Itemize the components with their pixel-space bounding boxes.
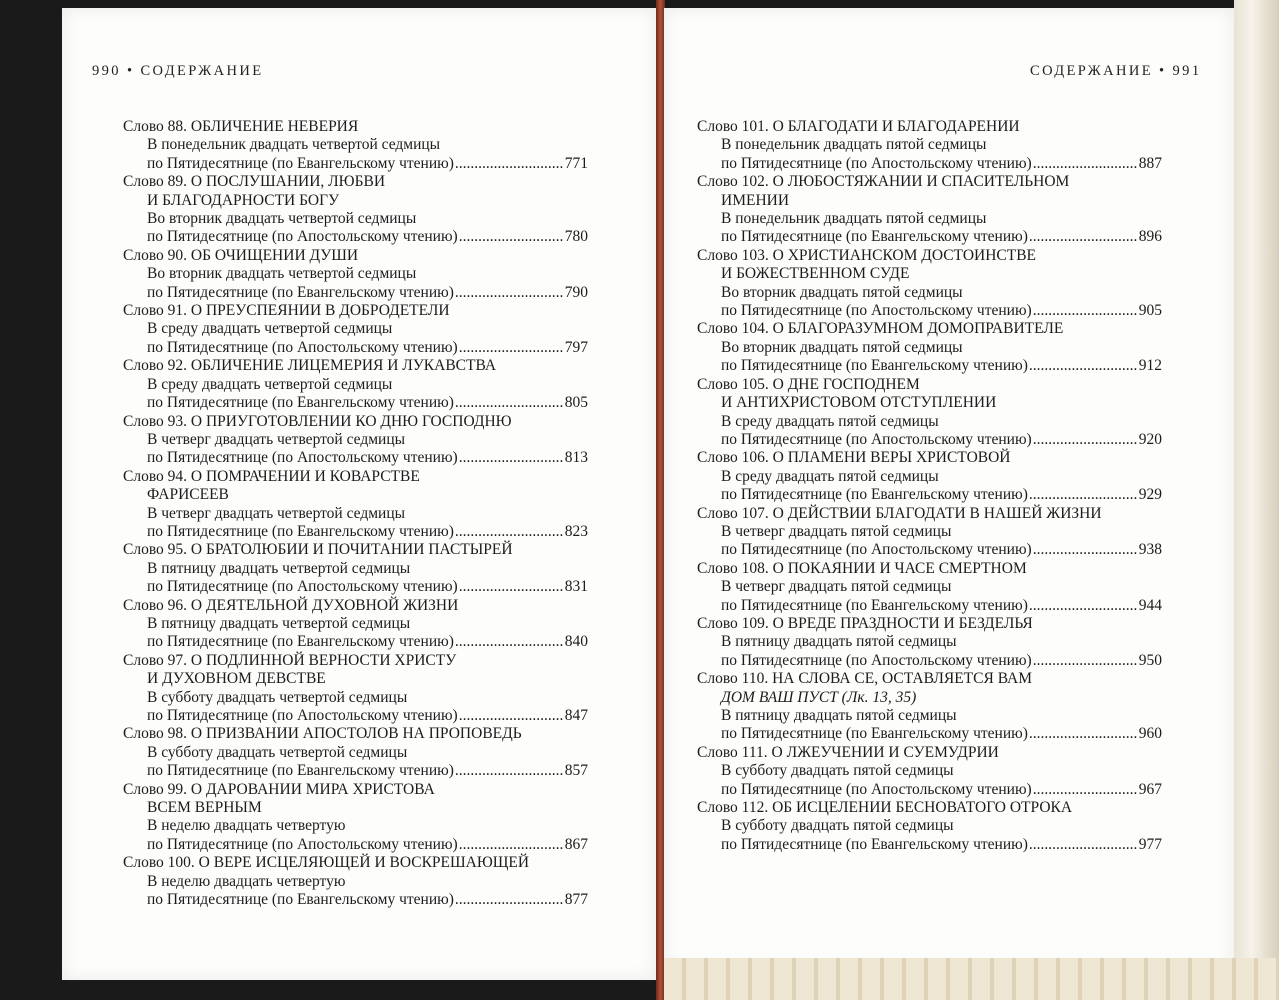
toc-entry-reading-day: В среду двадцать пятой седмицы	[721, 412, 939, 430]
toc-entry-reading-line	[123, 836, 588, 854]
toc-entry-reading-line	[123, 707, 588, 725]
toc-entry-page-number: 950	[1138, 651, 1162, 669]
toc-entry-reading-type: по Пятидесятнице (по Евангельскому чтению)	[147, 394, 454, 412]
toc-entry-title: Слово 88. ОБЛИЧЕНИЕ НЕВЕРИЯ	[123, 118, 359, 135]
toc-entry-page-number: 938	[1138, 541, 1162, 559]
toc-entry-title: Слово 106. О ПЛАМЕНИ ВЕРЫ ХРИСТОВОЙ	[697, 449, 1011, 467]
toc-entry-page-number: 896	[1138, 228, 1162, 246]
toc-entry-title: Слово 101. О БЛАГОДАТИ И БЛАГОДАРЕНИИ	[697, 118, 1020, 135]
toc-entry-reading-day: В субботу двадцать пятой седмицы	[721, 817, 954, 835]
dot-leader	[455, 155, 564, 173]
toc-entry-title: Слово 91. О ПРЕУСПЕЯНИИ В ДОБРОДЕТЕЛИ	[123, 302, 450, 320]
dot-leader	[459, 578, 564, 596]
toc-entry	[697, 560, 1162, 615]
toc-entry-page-number: 944	[1138, 596, 1162, 614]
toc-entry-reading-type: по Пятидесятнице (по Евангельскому чтению)	[147, 522, 454, 540]
toc-entry	[697, 744, 1162, 799]
toc-entry	[697, 320, 1162, 375]
toc-entry-reading-day: В понедельник двадцать пятой седмицы	[721, 210, 987, 228]
dot-leader	[455, 523, 564, 541]
dot-leader	[459, 228, 564, 246]
toc-entry-reading-line	[697, 597, 1162, 615]
toc-entry-title-continuation: И ДУХОВНОМ ДЕВСТВЕ	[147, 670, 326, 688]
toc-entry-title-continuation: ДОМ ВАШ ПУСТ (Лк. 13, 35)	[721, 688, 917, 706]
right-running-header: СОДЕРЖАНИЕ • 991	[1030, 63, 1202, 79]
toc-entry-reading-day: Во вторник двадцать пятой седмицы	[721, 338, 963, 356]
book-cover-edge	[1234, 0, 1279, 1000]
toc-entry-page-number: 771	[564, 154, 588, 172]
toc-entry-title: Слово 99. О ДАРОВАНИИ МИРА ХРИСТОВА	[123, 780, 435, 798]
toc-entry-title: Слово 92. ОБЛИЧЕНИЕ ЛИЦЕМЕРИЯ И ЛУКАВСТВА	[123, 357, 497, 375]
dot-leader	[1029, 228, 1138, 246]
toc-entry-page-number: 805	[564, 394, 588, 412]
toc-entry-page-number: 960	[1138, 725, 1162, 743]
toc-entry-reading-line	[697, 836, 1162, 854]
toc-entry-reading-type: по Пятидесятнице (по Евангельскому чтению)	[721, 596, 1028, 614]
toc-entry-reading-type: по Пятидесятнице (по Апостольскому чтению)	[721, 541, 1032, 559]
right-table-of-contents	[697, 118, 1162, 854]
book-cover-pattern	[664, 958, 1279, 1000]
toc-entry-page-number: 790	[564, 283, 588, 301]
toc-entry-reading-type: по Пятидесятнице (по Апостольскому чтению)	[147, 449, 458, 467]
dot-leader	[459, 449, 564, 467]
toc-entry	[697, 449, 1162, 504]
toc-entry	[123, 854, 588, 909]
toc-entry-reading-line	[697, 781, 1162, 799]
toc-entry-reading-line	[123, 449, 588, 467]
toc-entry-reading-day: В пятницу двадцать четвертой седмицы	[147, 559, 411, 577]
toc-entry-reading-type: по Пятидесятнице (по Апостольскому чтению)	[147, 835, 458, 853]
toc-entry-reading-type: по Пятидесятнице (по Евангельскому чтению)	[721, 835, 1028, 853]
toc-entry-reading-type: по Пятидесятнице (по Евангельскому чтению)	[721, 228, 1028, 246]
toc-entry-title: Слово 112. ОБ ИСЦЕЛЕНИИ БЕСНОВАТОГО ОТРОКА	[697, 799, 1073, 817]
toc-entry-title: Слово 96. О ДЕЯТЕЛЬНОЙ ДУХОВНОЙ ЖИЗНИ	[123, 596, 459, 614]
dot-leader	[459, 707, 564, 725]
toc-entry-title-continuation: И АНТИХРИСТОВОМ ОТСТУПЛЕНИИ	[721, 394, 997, 412]
toc-entry-reading-line	[123, 394, 588, 412]
toc-entry-reading-line	[123, 578, 588, 596]
toc-entry-page-number: 840	[564, 633, 588, 651]
toc-entry-reading-day: Во вторник двадцать пятой седмицы	[721, 283, 963, 301]
toc-entry-reading-line	[123, 339, 588, 357]
dot-leader	[1029, 357, 1138, 375]
toc-entry-reading-day: В понедельник двадцать пятой седмицы	[721, 136, 987, 154]
toc-entry	[123, 468, 588, 542]
dot-leader	[1033, 302, 1138, 320]
dot-leader	[1033, 431, 1138, 449]
toc-entry	[123, 597, 588, 652]
toc-entry-reading-day: Во вторник двадцать четвертой седмицы	[147, 265, 417, 283]
dot-leader	[455, 394, 564, 412]
toc-entry-page-number: 847	[564, 707, 588, 724]
toc-entry-page-number: 877	[564, 891, 588, 909]
toc-entry-title: Слово 110. НА СЛОВА СЕ, ОСТАВЛЯЕТСЯ ВАМ	[697, 670, 1033, 688]
toc-entry-title: Слово 105. О ДНЕ ГОСПОДНЕМ	[697, 375, 920, 393]
toc-entry-reading-type: по Пятидесятнице (по Апостольскому чтению)	[721, 302, 1032, 320]
toc-entry-page-number: 920	[1138, 430, 1162, 448]
toc-entry-title: Слово 94. О ПОМРАЧЕНИИ И КОВАРСТВЕ	[123, 467, 420, 485]
toc-entry-page-number: 823	[564, 522, 588, 540]
toc-entry-reading-day: В четверг двадцать четвертой седмицы	[147, 430, 406, 448]
toc-entry-reading-type: по Пятидесятнице (по Апостольскому чтению)	[721, 651, 1032, 669]
dot-leader	[455, 284, 564, 302]
left-running-header: 990 • СОДЕРЖАНИЕ	[92, 63, 264, 79]
toc-entry-reading-type: по Пятидесятнице (по Евангельскому чтению)	[147, 154, 454, 172]
toc-entry-title: Слово 93. О ПРИУГОТОВЛЕНИИ КО ДНЮ ГОСПОДНЮ	[123, 412, 512, 430]
toc-entry	[123, 302, 588, 357]
toc-entry-reading-day: В субботу двадцать четвертой седмицы	[147, 688, 408, 706]
toc-entry-reading-type: по Пятидесятнице (по Апостольскому чтению)	[147, 578, 458, 596]
toc-entry-title: Слово 100. О ВЕРЕ ИСЦЕЛЯЮЩЕЙ И ВОСКРЕШАЮЩЕЙ	[123, 854, 530, 872]
toc-entry-reading-line	[697, 357, 1162, 375]
toc-entry-reading-line	[123, 633, 588, 651]
toc-entry-reading-line	[697, 486, 1162, 504]
dot-leader	[1033, 541, 1138, 559]
toc-entry-reading-day: В пятницу двадцать пятой седмицы	[721, 707, 957, 724]
toc-entry-reading-day: В понедельник двадцать четвертой седмицы	[147, 136, 441, 154]
dot-leader	[1029, 597, 1138, 615]
toc-entry-reading-day: В среду двадцать четвертой седмицы	[147, 375, 393, 393]
toc-entry	[123, 413, 588, 468]
toc-entry	[123, 541, 588, 596]
toc-entry-reading-line	[697, 228, 1162, 246]
dot-leader	[1033, 155, 1138, 173]
left-table-of-contents	[123, 118, 588, 909]
dot-leader	[1033, 781, 1138, 799]
dot-leader	[459, 339, 564, 357]
toc-entry-page-number: 977	[1138, 835, 1162, 853]
toc-entry-title: Слово 109. О ВРЕДЕ ПРАЗДНОСТИ И БЕЗДЕЛЬЯ	[697, 614, 1033, 632]
dot-leader	[1029, 725, 1138, 743]
toc-entry-reading-line	[123, 284, 588, 302]
toc-entry	[697, 247, 1162, 321]
toc-entry-reading-type: по Пятидесятнице (по Апостольскому чтению)	[147, 228, 458, 246]
toc-entry-reading-line	[697, 431, 1162, 449]
toc-entry-page-number: 929	[1138, 486, 1162, 504]
toc-entry-page-number: 780	[564, 228, 588, 246]
toc-entry-title-continuation: ВСЕМ ВЕРНЫМ	[147, 799, 262, 817]
toc-entry-page-number: 857	[564, 762, 588, 780]
toc-entry-reading-day: В субботу двадцать пятой седмицы	[721, 762, 954, 780]
toc-entry-title: Слово 98. О ПРИЗВАНИИ АПОСТОЛОВ НА ПРОПОВЕДЬ	[123, 725, 522, 743]
toc-entry-reading-type: по Пятидесятнице (по Евангельскому чтению)	[721, 486, 1028, 504]
toc-entry-reading-day: В пятницу двадцать четвертой седмицы	[147, 614, 411, 632]
dot-leader	[455, 891, 564, 909]
toc-entry	[697, 173, 1162, 247]
toc-entry	[697, 376, 1162, 450]
toc-entry-reading-type: по Пятидесятнице (по Апостольскому чтению)	[721, 154, 1032, 172]
toc-entry-title: Слово 95. О БРАТОЛЮБИИ И ПОЧИТАНИИ ПАСТЫРЕЙ	[123, 541, 513, 559]
toc-entry-reading-type: по Пятидесятнице (по Евангельскому чтению)	[147, 891, 454, 909]
toc-entry-reading-day: Во вторник двадцать четвертой седмицы	[147, 210, 417, 228]
toc-entry-reading-line	[123, 891, 588, 909]
toc-entry	[697, 670, 1162, 744]
toc-entry-page-number: 912	[1138, 357, 1162, 375]
toc-entry-reading-line	[123, 228, 588, 246]
toc-entry-title: Слово 103. О ХРИСТИАНСКОМ ДОСТОИНСТВЕ	[697, 246, 1037, 264]
toc-entry	[123, 247, 588, 302]
toc-entry-title-continuation: ФАРИСЕЕВ	[147, 486, 229, 504]
toc-entry-reading-type: по Пятидесятнице (по Апостольскому чтению)	[721, 780, 1032, 798]
toc-entry-reading-day: В пятницу двадцать пятой седмицы	[721, 633, 957, 651]
dot-leader	[1029, 836, 1138, 854]
toc-entry-page-number: 887	[1138, 154, 1162, 172]
toc-entry-reading-day: В среду двадцать четвертой седмицы	[147, 320, 393, 338]
toc-entry-page-number: 813	[564, 449, 588, 467]
toc-entry-title: Слово 97. О ПОДЛИННОЙ ВЕРНОСТИ ХРИСТУ	[123, 651, 457, 669]
toc-entry	[123, 118, 588, 173]
toc-entry-title: Слово 108. О ПОКАЯНИИ И ЧАСЕ СМЕРТНОМ	[697, 559, 1027, 577]
toc-entry-reading-line	[697, 652, 1162, 670]
toc-entry-reading-type: по Пятидесятнице (по Евангельскому чтению)	[147, 762, 454, 780]
dot-leader	[1029, 486, 1138, 504]
toc-entry-reading-day: В неделю двадцать четвертую	[147, 817, 346, 835]
toc-entry	[697, 799, 1162, 854]
toc-entry-reading-type: по Пятидесятнице (по Евангельскому чтению)	[721, 725, 1028, 743]
dot-leader	[459, 836, 564, 854]
toc-entry	[123, 652, 588, 726]
toc-entry-title: Слово 102. О ЛЮБОСТЯЖАНИИ И СПАСИТЕЛЬНОМ	[697, 173, 1070, 191]
toc-entry-reading-type: по Пятидесятнице (по Апостольскому чтению)	[147, 338, 458, 356]
toc-entry-title: Слово 107. О ДЕЙСТВИИ БЛАГОДАТИ В НАШЕЙ ЖИЗНИ	[697, 504, 1102, 522]
toc-entry-page-number: 797	[564, 338, 588, 356]
toc-entry-title: Слово 89. О ПОСЛУШАНИИ, ЛЮБВИ	[123, 173, 386, 191]
toc-entry-page-number: 831	[564, 578, 588, 596]
dot-leader	[455, 762, 564, 780]
toc-entry-title: Слово 104. О БЛАГОРАЗУМНОМ ДОМОПРАВИТЕЛЕ	[697, 320, 1064, 338]
toc-entry-title-continuation: И БЛАГОДАРНОСТИ БОГУ	[147, 191, 340, 209]
toc-entry-reading-day: В субботу двадцать четвертой седмицы	[147, 743, 408, 761]
toc-entry-title: Слово 90. ОБ ОЧИЩЕНИИ ДУШИ	[123, 246, 359, 264]
toc-entry	[697, 118, 1162, 173]
toc-entry-reading-line	[123, 762, 588, 780]
dot-leader	[455, 633, 564, 651]
toc-entry-page-number: 967	[1138, 780, 1162, 798]
toc-entry-reading-line	[123, 523, 588, 541]
toc-entry-page-number: 867	[564, 835, 588, 853]
toc-entry-reading-day: В четверг двадцать пятой седмицы	[721, 578, 952, 596]
toc-entry	[123, 781, 588, 855]
toc-entry-reading-line	[697, 302, 1162, 320]
toc-entry-reading-type: по Пятидесятнице (по Евангельскому чтению)	[147, 283, 454, 301]
toc-entry-reading-type: по Пятидесятнице (по Апостольскому чтению)	[721, 430, 1032, 448]
toc-entry-reading-type: по Пятидесятнице (по Евангельскому чтению)	[721, 357, 1028, 375]
toc-entry-reading-day: В среду двадцать пятой седмицы	[721, 467, 939, 485]
toc-entry-reading-type: по Пятидесятнице (по Апостольскому чтению)	[147, 707, 458, 724]
toc-entry-reading-day: В четверг двадцать пятой седмицы	[721, 522, 952, 540]
toc-entry-page-number: 905	[1138, 302, 1162, 320]
toc-entry-title: Слово 111. О ЛЖЕУЧЕНИИ И СУЕМУДРИИ	[697, 743, 999, 761]
dot-leader	[1033, 652, 1138, 670]
toc-entry-reading-day: В четверг двадцать четвертой седмицы	[147, 504, 406, 522]
toc-entry-reading-line	[123, 155, 588, 173]
toc-entry-title-continuation: И БОЖЕСТВЕННОМ СУДЕ	[721, 265, 910, 283]
toc-entry-reading-line	[697, 725, 1162, 743]
toc-entry	[123, 725, 588, 780]
toc-entry	[697, 615, 1162, 670]
toc-entry-reading-line	[697, 541, 1162, 559]
toc-entry	[697, 505, 1162, 560]
toc-entry-reading-day: В неделю двадцать четвертую	[147, 872, 346, 890]
toc-entry-reading-line	[697, 155, 1162, 173]
toc-entry-reading-type: по Пятидесятнице (по Евангельскому чтению)	[147, 633, 454, 651]
toc-entry	[123, 173, 588, 247]
toc-entry-title-continuation: ИМЕНИИ	[721, 191, 790, 209]
toc-entry	[123, 357, 588, 412]
